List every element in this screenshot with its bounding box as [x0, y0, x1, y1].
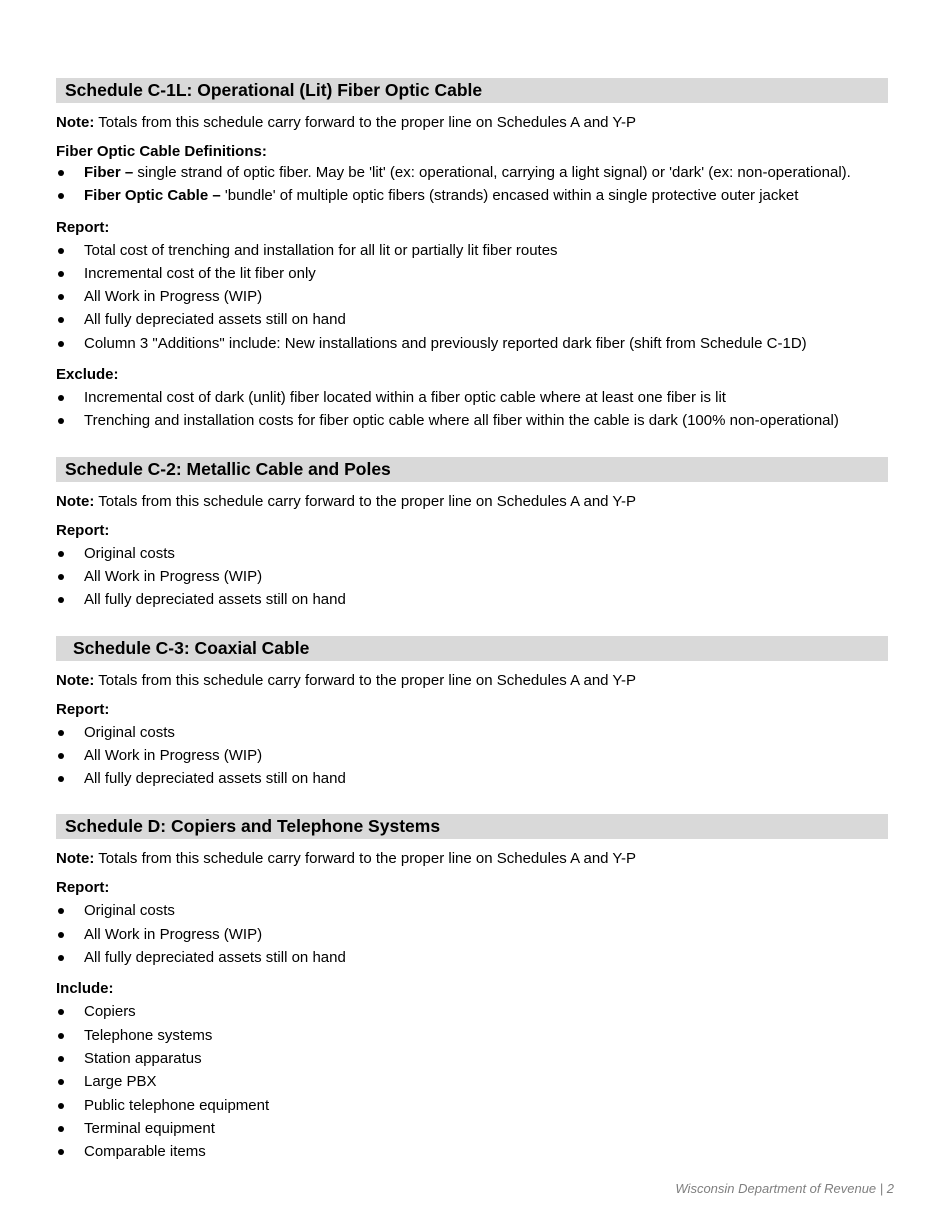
list-item: Original costs [56, 721, 896, 744]
report-label: Report: [56, 879, 110, 897]
list-item: Terminal equipment [56, 1117, 896, 1140]
section-title: Schedule C-2: Metallic Cable and Poles [56, 457, 888, 482]
section-c3 [56, 636, 896, 791]
report-list [56, 721, 896, 791]
section-c2 [56, 457, 896, 612]
include-list [56, 1000, 896, 1163]
report-list [56, 899, 896, 969]
list-item: Trenching and installation costs for fiber optic cable where all fiber within the cable is dark (100% non-operational) [56, 409, 896, 432]
report-label: Report: [56, 218, 110, 236]
list-item: Column 3 "Additions" include: New installations and previously reported dark fiber (shift from Schedule C-1D) [56, 332, 896, 355]
report-list [56, 239, 896, 355]
report-label: Report: [56, 521, 110, 539]
definition-term: Fiber – [84, 164, 134, 181]
list-item: All fully depreciated assets still on hand [56, 308, 896, 331]
note [56, 850, 896, 868]
list-item: Incremental cost of the lit fiber only [56, 262, 896, 285]
list-item: All fully depreciated assets still on hand [56, 767, 896, 790]
note [56, 114, 896, 132]
page-footer: Wisconsin Department of Revenue | 2 [675, 1181, 894, 1196]
list-item: All Work in Progress (WIP) [56, 744, 896, 767]
include-label: Include: [56, 980, 114, 998]
note-label: Note: [56, 671, 95, 689]
list-item: Copiers [56, 1000, 896, 1023]
note-text: Totals from this schedule carry forward to the proper line on Schedules A and Y-P [94, 114, 637, 131]
section-title: Schedule C-3: Coaxial Cable [56, 636, 888, 661]
definition-text: single strand of optic fiber. May be 'lit' (ex: operational, carrying a light signal) or 'dark' (ex: non-operational). [133, 164, 851, 181]
exclude-label: Exclude: [56, 366, 119, 384]
document-page [56, 78, 896, 1187]
list-item: Total cost of trenching and installation for all lit or partially lit fiber routes [56, 239, 896, 262]
list-item: Original costs [56, 542, 896, 565]
definition-term: Fiber Optic Cable – [84, 187, 221, 205]
note-text: Totals from this schedule carry forward to the proper line on Schedules A and Y-P [94, 850, 637, 868]
list-item: All Work in Progress (WIP) [56, 923, 896, 946]
list-item: All Work in Progress (WIP) [56, 285, 896, 308]
list-item: Telephone systems [56, 1024, 896, 1047]
list-item: Station apparatus [56, 1047, 896, 1070]
section-title: Schedule C-1L: Operational (Lit) Fiber Optic Cable [56, 78, 888, 103]
note-label: Note: [56, 850, 95, 868]
note-label: Note: [56, 114, 95, 131]
list-item [56, 184, 896, 207]
definitions-label: Fiber Optic Cable Definitions: [56, 143, 267, 160]
report-label: Report: [56, 700, 110, 718]
list-item: Comparable items [56, 1140, 896, 1163]
list-item: All Work in Progress (WIP) [56, 565, 896, 588]
note [56, 493, 896, 511]
list-item: Large PBX [56, 1070, 896, 1093]
note-text: Totals from this schedule carry forward to the proper line on Schedules A and Y-P [94, 671, 637, 689]
list-item: Incremental cost of dark (unlit) fiber located within a fiber optic cable where at least one fiber is lit [56, 386, 896, 409]
note-label: Note: [56, 492, 95, 510]
definitions-list [56, 161, 896, 208]
section-d [56, 814, 896, 1163]
list-item: Public telephone equipment [56, 1094, 896, 1117]
note [56, 672, 896, 690]
section-c1l [56, 78, 896, 433]
list-item: All fully depreciated assets still on hand [56, 946, 896, 969]
definition-text: 'bundle' of multiple optic fibers (strands) encased within a single protective outer jacket [220, 187, 799, 205]
section-title: Schedule D: Copiers and Telephone Systems [56, 814, 888, 839]
report-list [56, 542, 896, 612]
list-item: Original costs [56, 899, 896, 922]
list-item [56, 161, 896, 184]
list-item: All fully depreciated assets still on hand [56, 588, 896, 611]
exclude-list [56, 386, 896, 433]
note-text: Totals from this schedule carry forward to the proper line on Schedules A and Y-P [94, 492, 637, 510]
